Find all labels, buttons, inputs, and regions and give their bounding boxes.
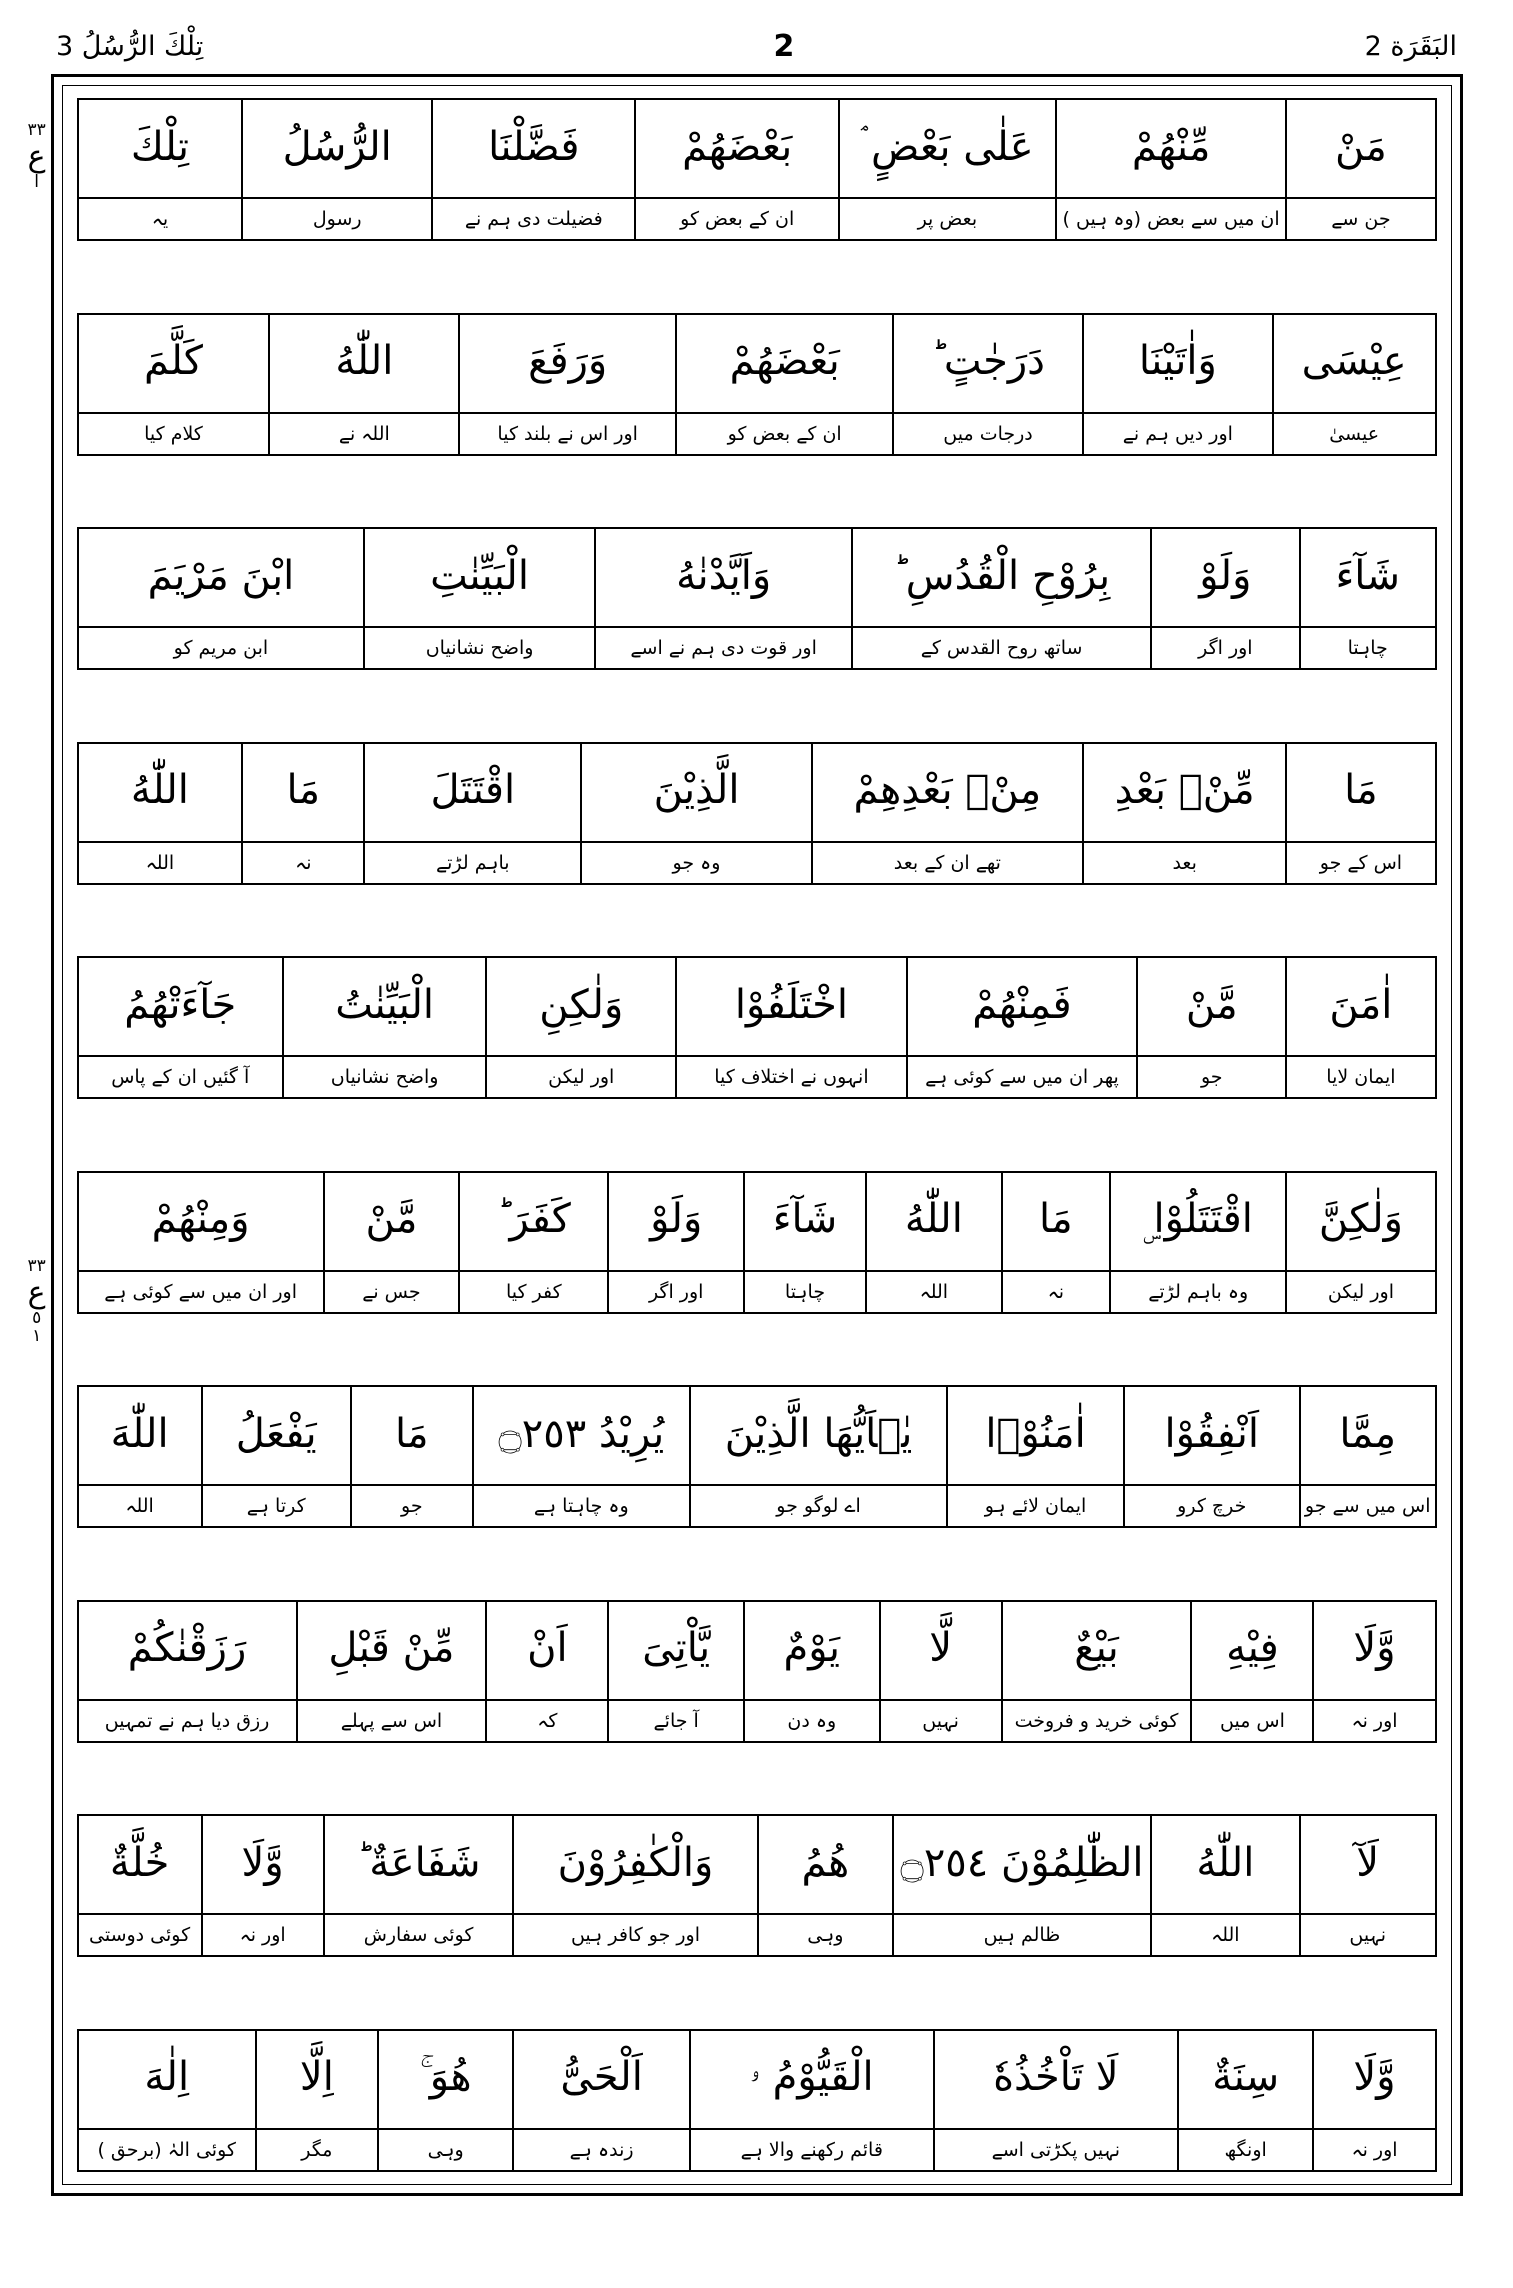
word-cell[interactable] [79, 529, 364, 668]
urdu-gloss: ایمان لائے ہو [948, 1484, 1122, 1526]
content-frame [27, 74, 1463, 2196]
word-cell[interactable] [350, 1387, 472, 1526]
arabic-word: يَوْمٌ [783, 1625, 841, 1672]
word-cell[interactable] [79, 1602, 296, 1741]
rub-marker-middle: ٣٣ ع ٥ ١ [27, 1256, 46, 1347]
word-cell[interactable] [79, 100, 242, 239]
ayah-row [77, 956, 1437, 1099]
arabic-word: مِنْۢ بَعْدِهِمْ [853, 767, 1042, 814]
urdu-gloss: درجات میں [894, 412, 1082, 454]
word-cell[interactable] [1312, 1602, 1434, 1741]
arabic-word: سِنَةٌ [1212, 2054, 1280, 2101]
arabic-word: يُرِيْدُ ۝٢٥٣ [498, 1410, 665, 1457]
para-label: تِلْكَ الرُّسُلُ 3 [56, 30, 204, 62]
urdu-gloss: اللہ [79, 841, 242, 883]
word-cell[interactable] [255, 2031, 377, 2170]
arabic-word: وَلَوْ [650, 1196, 703, 1243]
urdu-gloss: کوئی الہٰ (برحق ) [79, 2128, 255, 2170]
arabic-word: يَّاْتِىَ [642, 1625, 711, 1672]
arabic-word: خُلَّةٌ [109, 1839, 170, 1886]
word-cell[interactable] [1001, 1173, 1109, 1312]
urdu-gloss: اس سے پہلے [298, 1699, 486, 1741]
word-cell[interactable] [1299, 529, 1435, 668]
urdu-gloss: پھر ان میں سے کوئی ہے [908, 1055, 1137, 1097]
urdu-gloss: نہ [243, 841, 363, 883]
arabic-word: ابْنَ مَرْيَمَ [147, 552, 295, 599]
urdu-gloss: نہیں پکڑتی اسے [935, 2128, 1177, 2170]
urdu-gloss: اور نہ [203, 1913, 323, 1955]
arabic-word: شَفَاعَةٌ ؕ [356, 1839, 481, 1886]
arabic-word: وَّلَا [1353, 1625, 1396, 1672]
word-cell[interactable] [865, 1173, 1001, 1312]
urdu-gloss: اے لوگو جو [691, 1484, 947, 1526]
urdu-gloss: اور دیں ہم نے [1084, 412, 1272, 454]
urdu-gloss: نہیں [1301, 1913, 1435, 1955]
urdu-gloss: عیسیٰ [1274, 412, 1435, 454]
word-cell[interactable] [689, 2031, 933, 2170]
arabic-word: وَمِنْهُمْ [151, 1196, 250, 1243]
arabic-word: فِيْهِ [1226, 1625, 1279, 1672]
arabic-word: الْقَيُّوْمُ ۥ [749, 2054, 874, 2101]
arabic-word: مِّنْ قَبْلِ [328, 1625, 455, 1672]
urdu-gloss: ان کے بعض کو [677, 412, 892, 454]
word-cell[interactable] [377, 2031, 513, 2170]
word-cell[interactable] [79, 1173, 323, 1312]
arabic-word: وَلٰكِنِ [539, 981, 624, 1028]
word-cell[interactable] [607, 1173, 743, 1312]
arabic-word: شَآءَ [1335, 552, 1400, 599]
arabic-word: مَا [394, 1410, 429, 1457]
arabic-word: اَنْفِقُوْا [1164, 1410, 1260, 1457]
arabic-word: وَالْكٰفِرُوْنَ [557, 1839, 714, 1886]
arabic-word: اقْتَتَلَ [430, 767, 516, 814]
arabic-word: يَفْعَلُ [235, 1410, 317, 1457]
word-cell[interactable] [580, 744, 811, 883]
word-cell[interactable] [1272, 315, 1435, 454]
urdu-gloss: کلام کیا [79, 412, 269, 454]
urdu-gloss: اللہ [1152, 1913, 1299, 1955]
word-cell[interactable] [879, 1602, 1001, 1741]
arabic-word: يٰۤاَيُّهَا الَّذِيْنَ [724, 1410, 913, 1457]
urdu-gloss: کوئی سفارش [325, 1913, 513, 1955]
arabic-word: الْبَيِّنٰتِ [430, 552, 529, 599]
word-cell[interactable] [1299, 1387, 1435, 1526]
urdu-gloss: اللہ [867, 1270, 1001, 1312]
urdu-gloss: انہوں نے اختلاف کیا [677, 1055, 906, 1097]
word-cell[interactable] [1123, 1387, 1299, 1526]
urdu-gloss: کوئی خرید و فروخت [1003, 1699, 1191, 1741]
urdu-gloss: واضح نشانیاں [365, 626, 594, 668]
urdu-gloss: بعض پر [840, 197, 1055, 239]
word-cell[interactable] [675, 958, 906, 1097]
word-cell[interactable] [838, 100, 1055, 239]
urdu-gloss: اور لیکن [487, 1055, 675, 1097]
urdu-gloss: وہ دن [745, 1699, 879, 1741]
ayah-row [77, 742, 1437, 885]
word-cell[interactable] [946, 1387, 1122, 1526]
urdu-gloss: آ جائے [609, 1699, 743, 1741]
arabic-word: مَا [1344, 767, 1378, 814]
word-cell[interactable] [431, 100, 634, 239]
urdu-gloss: چاہتا [745, 1270, 865, 1312]
urdu-gloss: جس نے [325, 1270, 459, 1312]
arabic-word: مَا [286, 767, 321, 814]
arabic-word: الْبَيِّنٰتُ [335, 981, 435, 1028]
arabic-word: اَنْ [527, 1625, 568, 1672]
urdu-gloss: وہ جو [582, 841, 811, 883]
arabic-word: بَعْضَهُمْ [729, 338, 840, 385]
arabic-word: اِلَّا [299, 2054, 334, 2101]
page-header [30, 18, 1483, 74]
urdu-gloss: تھے ان کے بعد [813, 841, 1082, 883]
urdu-gloss: کرتا ہے [203, 1484, 350, 1526]
arabic-word: اٰمَنَ [1329, 981, 1393, 1028]
arabic-word: بَيْعٌ [1074, 1625, 1119, 1672]
urdu-gloss: نہیں [881, 1699, 1001, 1741]
arabic-word: وَاَيَّدْنٰهُ [676, 552, 772, 599]
arabic-word: مَنْ [1334, 123, 1387, 170]
word-cell[interactable] [268, 315, 458, 454]
word-cell[interactable] [1285, 958, 1434, 1097]
arabic-word: وَاٰتَيْنَا [1138, 338, 1217, 385]
ayah-row [77, 527, 1437, 670]
word-cell[interactable] [79, 1387, 201, 1526]
word-cell[interactable] [892, 1816, 1150, 1955]
urdu-gloss: وہی [759, 1913, 893, 1955]
urdu-gloss: اللہ نے [270, 412, 458, 454]
arabic-word: مِّنْهُمْ [1131, 123, 1211, 170]
arabic-word: شَآءَ [772, 1196, 838, 1243]
word-cell[interactable] [1299, 1816, 1435, 1955]
ayah-row [77, 1171, 1437, 1314]
arabic-word: فَمِنْهُمْ [972, 981, 1072, 1028]
word-cell[interactable] [689, 1387, 947, 1526]
urdu-gloss: زندہ ہے [514, 2128, 688, 2170]
ayah-table [62, 85, 1452, 2185]
arabic-word: اَلْحَىُّ [560, 2054, 643, 2101]
urdu-gloss: اور اگر [609, 1270, 743, 1312]
word-cell[interactable] [1285, 744, 1434, 883]
arabic-word: وَّلَا [1353, 2054, 1396, 2101]
ayah-row [77, 2029, 1437, 2172]
word-cell[interactable] [743, 1173, 865, 1312]
urdu-gloss: قائم رکھنے والا ہے [691, 2128, 933, 2170]
urdu-gloss: اور جو کافر ہیں [514, 1913, 756, 1955]
arabic-word: وَّلَا [241, 1839, 284, 1886]
urdu-gloss: اور اگر [1152, 626, 1299, 668]
arabic-word: وَلٰكِنَّ [1318, 1196, 1403, 1243]
word-cell[interactable] [1285, 1173, 1434, 1312]
word-cell[interactable] [201, 1816, 323, 1955]
arabic-word: الرُّسُلُ [282, 123, 392, 170]
word-cell[interactable] [79, 958, 282, 1097]
word-cell[interactable] [1150, 1816, 1299, 1955]
word-cell[interactable] [1190, 1602, 1312, 1741]
urdu-gloss: یہ [79, 197, 242, 239]
urdu-gloss: مگر [257, 2128, 377, 2170]
word-cell[interactable] [472, 1387, 689, 1526]
urdu-gloss: وہی [379, 2128, 513, 2170]
word-cell[interactable] [79, 1816, 201, 1955]
ayah-row [77, 98, 1437, 241]
word-cell[interactable] [485, 1602, 607, 1741]
urdu-gloss: جو [1138, 1055, 1285, 1097]
word-cell[interactable] [241, 100, 431, 239]
urdu-gloss: بعد [1084, 841, 1285, 883]
word-cell[interactable] [906, 958, 1137, 1097]
urdu-gloss: وہ باہم لڑتے [1111, 1270, 1285, 1312]
word-cell[interactable] [1177, 2031, 1313, 2170]
word-cell[interactable] [1082, 315, 1272, 454]
word-cell[interactable] [1001, 1602, 1191, 1741]
word-cell[interactable] [607, 1602, 743, 1741]
arabic-word: لَّا [929, 1625, 952, 1672]
urdu-gloss: اور اس نے بلند کیا [460, 412, 675, 454]
word-cell[interactable] [811, 744, 1082, 883]
arabic-word: بِرُوْحِ الْقُدُسِ ؕ [893, 552, 1111, 599]
arabic-word: اخْتَلَفُوْا [734, 981, 848, 1028]
arabic-word: اِلٰهَ [144, 2054, 190, 2101]
word-cell[interactable] [757, 1816, 893, 1955]
word-cell[interactable] [594, 529, 852, 668]
urdu-gloss: کہ [487, 1699, 607, 1741]
word-cell[interactable] [201, 1387, 350, 1526]
word-cell[interactable] [892, 315, 1082, 454]
word-cell[interactable] [363, 529, 594, 668]
urdu-gloss: اس میں [1192, 1699, 1312, 1741]
urdu-gloss: ایمان لایا [1287, 1055, 1434, 1097]
arabic-word: مَّنْ [1185, 981, 1238, 1028]
arabic-word: وَرَفَعَ [528, 338, 608, 385]
word-cell[interactable] [241, 744, 363, 883]
word-cell[interactable] [282, 958, 485, 1097]
urdu-gloss: اور قوت دی ہم نے اسے [596, 626, 852, 668]
arabic-word: عَلٰى بَعْضٍ ۘ [861, 123, 1034, 170]
urdu-gloss: اونگھ [1179, 2128, 1313, 2170]
urdu-gloss: رسول [243, 197, 431, 239]
urdu-gloss: واضح نشانیاں [284, 1055, 485, 1097]
arabic-word: اللّٰهُ [130, 767, 189, 814]
rub-marker-top: ٣٣ ع ا [27, 120, 46, 192]
urdu-gloss: ان میں سے بعض (وہ ہیں ) [1057, 197, 1286, 239]
urdu-gloss: آ گئیں ان کے پاس [79, 1055, 282, 1097]
arabic-word: الَّذِيْنَ [653, 767, 740, 814]
arabic-word: مِمَّا [1339, 1410, 1397, 1457]
word-cell[interactable] [743, 1602, 879, 1741]
urdu-gloss: کفر کیا [460, 1270, 607, 1312]
urdu-gloss: وہ چاہتا ہے [474, 1484, 689, 1526]
word-cell[interactable] [1150, 529, 1299, 668]
arabic-word: عِيْسَى [1301, 338, 1407, 385]
word-cell[interactable] [458, 1173, 607, 1312]
urdu-gloss: اور نہ [1314, 1699, 1434, 1741]
urdu-gloss: ابن مریم کو [79, 626, 364, 668]
word-cell[interactable] [1109, 1173, 1285, 1312]
arabic-word: لَا تَاْخُذُهٗ [993, 2054, 1119, 2101]
ayah-row [77, 1385, 1437, 1528]
urdu-gloss: باہم لڑتے [365, 841, 580, 883]
word-cell[interactable] [851, 529, 1149, 668]
urdu-gloss: اس میں سے جو [1301, 1484, 1435, 1526]
word-cell[interactable] [933, 2031, 1177, 2170]
urdu-gloss: اور نہ [1314, 2128, 1434, 2170]
arabic-word: فَضَّلْنَا [488, 123, 580, 170]
arabic-word: جَآءَتْهُمُ [124, 981, 237, 1028]
word-cell[interactable] [323, 1816, 513, 1955]
word-cell[interactable] [634, 100, 837, 239]
arabic-word: كَفَرَ ؕ [496, 1196, 571, 1243]
arabic-word: هُوَ ۚ [419, 2054, 472, 2101]
arabic-word: هُمُ [801, 1839, 850, 1886]
urdu-gloss: رزق دیا ہم نے تمہیں [79, 1699, 296, 1741]
word-cell[interactable] [1082, 744, 1285, 883]
arabic-word: الظّٰلِمُوْنَ ۝٢٥٤ [900, 1839, 1144, 1886]
arabic-word: اللّٰهُ [1196, 1839, 1255, 1886]
word-cell[interactable] [296, 1602, 486, 1741]
page-number: 2 [773, 28, 795, 64]
urdu-gloss: فضیلت دی ہم نے [433, 197, 634, 239]
word-cell[interactable] [363, 744, 580, 883]
arabic-word: مَّنْ [365, 1196, 418, 1243]
arabic-word: بَعْضَهُمْ [682, 123, 793, 170]
arabic-word: مِّنْۢ بَعْدِ [1114, 767, 1255, 814]
ayah-row [77, 313, 1437, 456]
arabic-word: مَا [1039, 1196, 1073, 1243]
urdu-gloss: اللہ [79, 1484, 201, 1526]
word-cell[interactable] [79, 744, 242, 883]
arabic-word: اللّٰهُ [335, 338, 394, 385]
word-cell[interactable] [1285, 100, 1434, 239]
word-cell[interactable] [1136, 958, 1285, 1097]
ayah-row [77, 1600, 1437, 1743]
word-cell[interactable] [1312, 2031, 1434, 2170]
urdu-gloss: ساتھ روح القدس کے [853, 626, 1149, 668]
urdu-gloss: جن سے [1287, 197, 1434, 239]
arabic-word: اللّٰهُ [904, 1196, 963, 1243]
arabic-word: كَلَّمَ [144, 338, 203, 385]
urdu-gloss: نہ [1003, 1270, 1109, 1312]
word-cell[interactable] [323, 1173, 459, 1312]
word-cell[interactable] [79, 2031, 255, 2170]
urdu-gloss: اور ان میں سے کوئی ہے [79, 1270, 323, 1312]
word-cell[interactable] [675, 315, 892, 454]
arabic-word: اٰمَنُوْۤا [985, 1410, 1086, 1457]
arabic-word: دَرَجٰتٍ ؕ [931, 338, 1045, 385]
word-cell[interactable] [1055, 100, 1286, 239]
urdu-gloss: ان کے بعض کو [636, 197, 837, 239]
arabic-word: وَلَوْ [1199, 552, 1252, 599]
urdu-gloss: اس کے جو [1287, 841, 1434, 883]
ayah-row [77, 1814, 1437, 1957]
urdu-gloss: خرچ کرو [1125, 1484, 1299, 1526]
word-cell[interactable] [79, 315, 269, 454]
urdu-gloss: کوئی دوستی [79, 1913, 201, 1955]
surah-label: البَقَرَة 2 [1364, 30, 1457, 62]
word-cell[interactable] [512, 2031, 688, 2170]
urdu-gloss: چاہتا [1301, 626, 1435, 668]
arabic-word: رَزَقْنٰكُمْ [127, 1625, 247, 1672]
arabic-word: اللّٰهَ [110, 1410, 169, 1457]
word-cell[interactable] [485, 958, 675, 1097]
urdu-gloss: ظالم ہیں [894, 1913, 1150, 1955]
arabic-word: تِلْكَ [130, 123, 189, 170]
word-cell[interactable] [512, 1816, 756, 1955]
word-cell[interactable] [458, 315, 675, 454]
urdu-gloss: جو [352, 1484, 472, 1526]
arabic-word: لَآ [1356, 1839, 1380, 1886]
urdu-gloss: اور لیکن [1287, 1270, 1434, 1312]
arabic-word: اقْتَتَلُوْا ۣ [1143, 1196, 1253, 1243]
